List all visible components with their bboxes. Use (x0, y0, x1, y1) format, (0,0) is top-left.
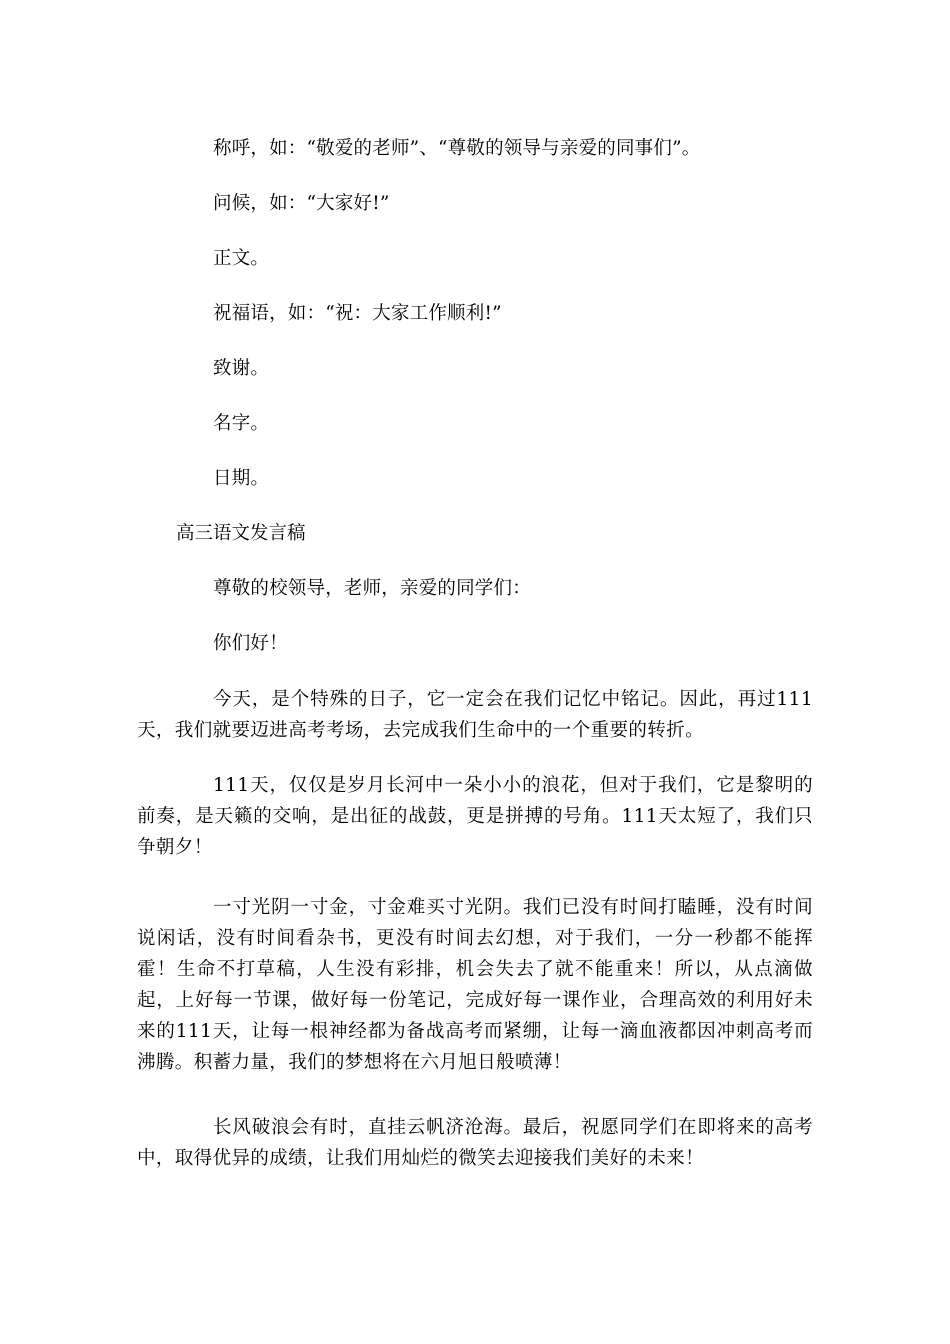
speech-paragraph: 111天，仅仅是岁月长河中一朵小小的浪花，但对于我们，它是黎明的前奏，是天籁的交响，是出征的战鼓，更是拼搏的号角。111天太短了，我们只争朝夕！ (137, 775, 813, 858)
format-item-salutation: 称呼，如：“敬爱的老师”、“尊敬的领导与亲爱的同事们”。 (213, 138, 701, 159)
format-item-name: 名字。 (213, 413, 270, 434)
format-item-body: 正文。 (213, 248, 270, 269)
format-item-greeting: 问候，如：“大家好!” (213, 193, 390, 214)
speech-salutation: 尊敬的校领导，老师，亲爱的同学们： (213, 578, 531, 599)
speech-greeting: 你们好！ (213, 633, 288, 654)
format-item-thanks: 致谢。 (213, 358, 270, 379)
speech-paragraph: 今天，是个特殊的日子，它一定会在我们记忆中铭记。因此，再过111天，我们就要迈进高考考场，去完成我们生命中的一个重要的转折。 (137, 689, 813, 741)
speech-paragraph: 长风破浪会有时，直挂云帆济沧海。最后，祝愿同学们在即将来的高考中，取得优异的成绩，让我们用灿烂的微笑去迎接我们美好的未来！ (137, 1117, 813, 1169)
format-item-blessing: 祝福语，如：“祝：大家工作顺利!” (213, 303, 502, 324)
speech-paragraph: 一寸光阴一寸金，寸金难买寸光阴。我们已没有时间打瞌睡，没有时间说闲话，没有时间看杂书，更没有时间去幻想，对于我们，一分一秒都不能挥霍！生命不打草稿，人生没有彩排，机会失去了就不能重来！所以，从点滴做起，上好每一节课，做好每一份笔记，完成好每一课作业，合理高效的利用好未来的111天，让每一根神经都为备战高考而紧绷，让每一滴血液都因冲刺高考而沸腾。积蓄力量，我们的梦想将在六月旭日般喷薄！ (137, 897, 813, 1073)
format-item-date: 日期。 (213, 468, 270, 489)
speech-title: 高三语文发言稿 (176, 523, 306, 544)
